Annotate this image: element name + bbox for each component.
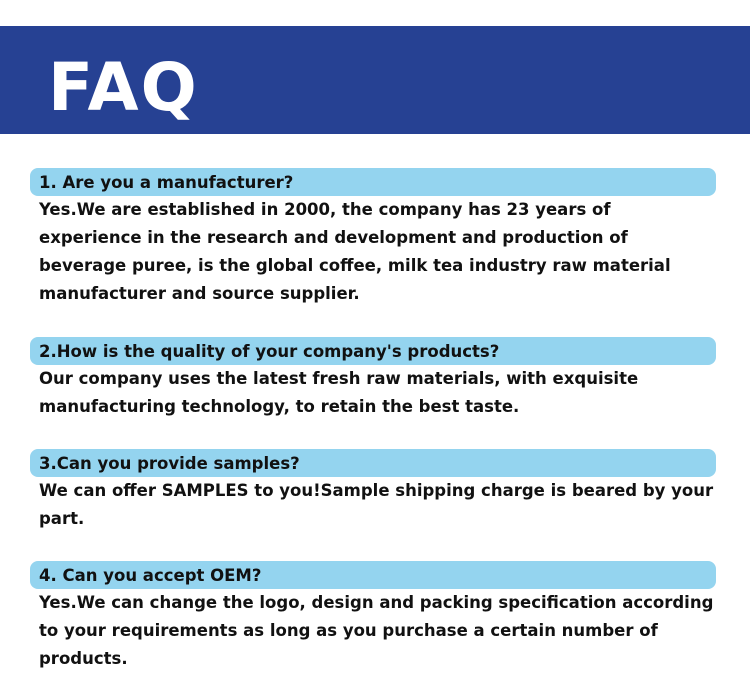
faq-answer: Our company uses the latest fresh raw materials, with exquisite manufacturing technology, to retain the best taste. bbox=[39, 369, 639, 416]
faq-item-quality bbox=[30, 337, 716, 421]
page-title: FAQ bbox=[48, 49, 199, 126]
faq-item-samples bbox=[30, 449, 716, 533]
faq-answer: Yes.We are established in 2000, the company has 23 years of experience in the research and development and production of beverage puree, is the global coffee, milk tea industry raw material manufacturer and source supplier. bbox=[39, 200, 671, 303]
faq-answer: We can offer SAMPLES to you!Sample shipping charge is beared by your part. bbox=[39, 481, 714, 528]
faq-item-oem bbox=[30, 561, 716, 673]
faq-question: 1. Are you a manufacturer? bbox=[30, 168, 716, 196]
faq-item-manufacturer bbox=[30, 168, 716, 308]
faq-answer: Yes.We can change the logo, design and packing specification according to your requirements as long as you purchase a certain number of products. bbox=[39, 593, 714, 668]
faq-question: 4. Can you accept OEM? bbox=[30, 561, 716, 589]
faq-question: 3.Can you provide samples? bbox=[30, 449, 716, 477]
faq-question: 2.How is the quality of your company's products? bbox=[30, 337, 716, 365]
